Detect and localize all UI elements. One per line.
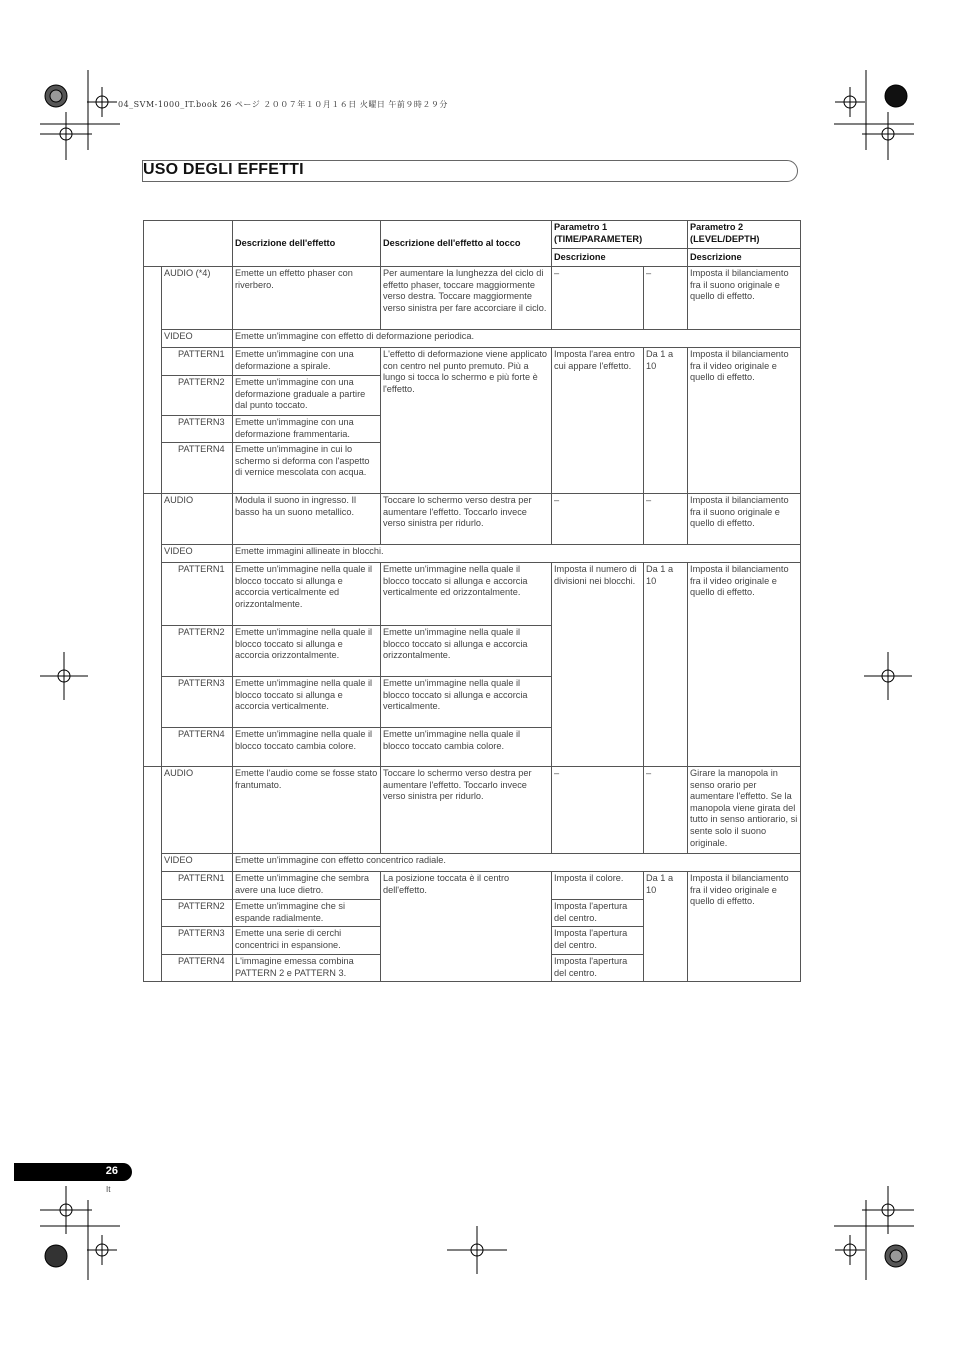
pattern-label: PATTERN3 xyxy=(162,927,233,955)
pattern-label: PATTERN1 xyxy=(162,348,233,376)
group-label-radiation xyxy=(144,767,162,982)
parameter-1-description: Imposta l'apertura del centro. xyxy=(552,900,644,927)
parameter-1-description: Imposta l'apertura del centro. xyxy=(552,927,644,955)
effect-description: Emette un'immagine in cui lo schermo si deforma con l'aspetto di vernice mescolata con acqua. xyxy=(233,443,381,494)
page-number-tab xyxy=(14,1163,132,1181)
parameter-1-range: Da 1 a 10 xyxy=(644,563,688,767)
effects-table xyxy=(143,220,801,982)
video-description: Emette un'immagine con effetto concentrico radiale. xyxy=(233,854,801,872)
effect-description: Emette un'immagine con una deformazione graduale a partire dal punto toccato. xyxy=(233,376,381,416)
effect-description: Emette un'immagine con una deformazione frammentaria. xyxy=(233,416,381,443)
parameter-1-range: – xyxy=(644,767,688,854)
effect-description: Emette un'immagine con una deformazione a spirale. xyxy=(233,348,381,376)
parameter-1-description: – xyxy=(552,267,644,330)
row-label: VIDEO xyxy=(162,330,233,348)
parameter-2-description: Girare la manopola in senso orario per aumentare l'effetto. Se la manopola viene girata del tutto in senso antiorario, si sente solo il suono originale. xyxy=(688,767,801,854)
parameter-1-description: Imposta il colore. xyxy=(552,872,644,900)
effect-description: Emette un effetto phaser con riverbero. xyxy=(233,267,381,330)
row-label: VIDEO xyxy=(162,545,233,563)
effect-description: Emette una serie di cerchi concentrici in espansione. xyxy=(233,927,381,955)
pattern-label: PATTERN3 xyxy=(162,677,233,728)
parameter-1-description: – xyxy=(552,494,644,545)
section-title: USO DEGLI EFFETTI xyxy=(143,161,304,178)
header-p1-description: Descrizione xyxy=(552,249,688,267)
touch-description: Emette un'immagine nella quale il blocco toccato si allunga e accorcia orizzontalmente. xyxy=(381,626,552,677)
pattern-label: PATTERN2 xyxy=(162,376,233,416)
parameter-1-range: – xyxy=(644,267,688,330)
row-label: VIDEO xyxy=(162,854,233,872)
touch-description: Per aumentare la lunghezza del ciclo di effetto phaser, toccare maggiormente verso destra. Toccare maggiormente verso sinistra per fare accorciare il ciclo. xyxy=(381,267,552,330)
group-label-distortion xyxy=(144,267,162,494)
file-header-line: 04_SVM-1000_IT.book 26 ページ ２００７年１０月１６日 火曜日 午前９時２９分 xyxy=(118,100,448,109)
pattern-label: PATTERN2 xyxy=(162,900,233,927)
pattern-label: PATTERN3 xyxy=(162,416,233,443)
touch-description: Emette un'immagine nella quale il blocco toccato si allunga e accorcia verticalmente. xyxy=(381,677,552,728)
effect-description: Emette un'immagine che si espande radialmente. xyxy=(233,900,381,927)
parameter-1-range: Da 1 a 10 xyxy=(644,872,688,982)
header-parameter-1: Parametro 1 (TIME/PARAMETER) xyxy=(552,221,688,249)
video-description: Emette un'immagine con effetto di deformazione periodica. xyxy=(233,330,801,348)
pattern-label: PATTERN4 xyxy=(162,443,233,494)
pattern-label: PATTERN2 xyxy=(162,626,233,677)
parameter-1-description: Imposta l'area entro cui appare l'effetto. xyxy=(552,348,644,494)
parameter-1-description: Imposta l'apertura del centro. xyxy=(552,955,644,982)
row-label: AUDIO xyxy=(162,767,233,854)
touch-description: Toccare lo schermo verso destra per aumentare l'effetto. Toccarlo invece verso sinistra per ridurlo. xyxy=(381,767,552,854)
header-blank xyxy=(144,221,233,267)
touch-description: Emette un'immagine nella quale il blocco toccato si allunga e accorcia verticalmente ed orizzontalmente. xyxy=(381,563,552,626)
row-label: AUDIO (*4) xyxy=(162,267,233,330)
header-touch-description: Descrizione dell'effetto al tocco xyxy=(381,221,552,267)
effect-description: L'immagine emessa combina PATTERN 2 e PATTERN 3. xyxy=(233,955,381,982)
row-label: AUDIO xyxy=(162,494,233,545)
pattern-label: PATTERN4 xyxy=(162,955,233,982)
effect-description: Emette un'immagine nella quale il blocco toccato si allunga e accorcia verticalmente. xyxy=(233,677,381,728)
header-parameter-2: Parametro 2 (LEVEL/DEPTH) xyxy=(688,221,801,249)
pattern-label: PATTERN1 xyxy=(162,563,233,626)
effect-description: Emette l'audio come se fosse stato frantumato. xyxy=(233,767,381,854)
parameter-1-range: – xyxy=(644,494,688,545)
parameter-1-description: – xyxy=(552,767,644,854)
group-label-block xyxy=(144,494,162,767)
pattern-label: PATTERN4 xyxy=(162,728,233,767)
touch-description: Toccare lo schermo verso destra per aumentare l'effetto. Toccarlo invece verso sinistra per ridurlo. xyxy=(381,494,552,545)
effect-description: Emette un'immagine che sembra avere una luce dietro. xyxy=(233,872,381,900)
language-code: It xyxy=(106,1185,111,1194)
effect-description: Emette un'immagine nella quale il blocco toccato si allunga e accorcia verticalmente ed orizzontalmente. xyxy=(233,563,381,626)
touch-description: La posizione toccata è il centro dell'effetto. xyxy=(381,872,552,982)
parameter-2-description: Imposta il bilanciamento fra il video originale e quello di effetto. xyxy=(688,348,801,494)
effect-description: Emette un'immagine nella quale il blocco toccato cambia colore. xyxy=(233,728,381,767)
parameter-2-description: Imposta il bilanciamento fra il video originale e quello di effetto. xyxy=(688,872,801,982)
parameter-1-range: Da 1 a 10 xyxy=(644,348,688,494)
touch-description: L'effetto di deformazione viene applicato con centro nel punto premuto. Più a lungo si tocca lo schermo e più forte è l'effetto. xyxy=(381,348,552,494)
parameter-2-description: Imposta il bilanciamento fra il video originale e quello di effetto. xyxy=(688,563,801,767)
video-description: Emette immagini allineate in blocchi. xyxy=(233,545,801,563)
parameter-1-description: Imposta il numero di divisioni nei blocchi. xyxy=(552,563,644,767)
page-number: 26 xyxy=(105,1165,118,1177)
header-effect-description: Descrizione dell'effetto xyxy=(233,221,381,267)
pattern-label: PATTERN1 xyxy=(162,872,233,900)
parameter-2-description: Imposta il bilanciamento fra il suono originale e quello di effetto. xyxy=(688,267,801,330)
effect-description: Emette un'immagine nella quale il blocco toccato si allunga e accorcia orizzontalmente. xyxy=(233,626,381,677)
touch-description: Emette un'immagine nella quale il blocco toccato cambia colore. xyxy=(381,728,552,767)
header-p2-description: Descrizione xyxy=(688,249,801,267)
parameter-2-description: Imposta il bilanciamento fra il suono originale e quello di effetto. xyxy=(688,494,801,545)
effect-description: Modula il suono in ingresso. Il basso ha un suono metallico. xyxy=(233,494,381,545)
